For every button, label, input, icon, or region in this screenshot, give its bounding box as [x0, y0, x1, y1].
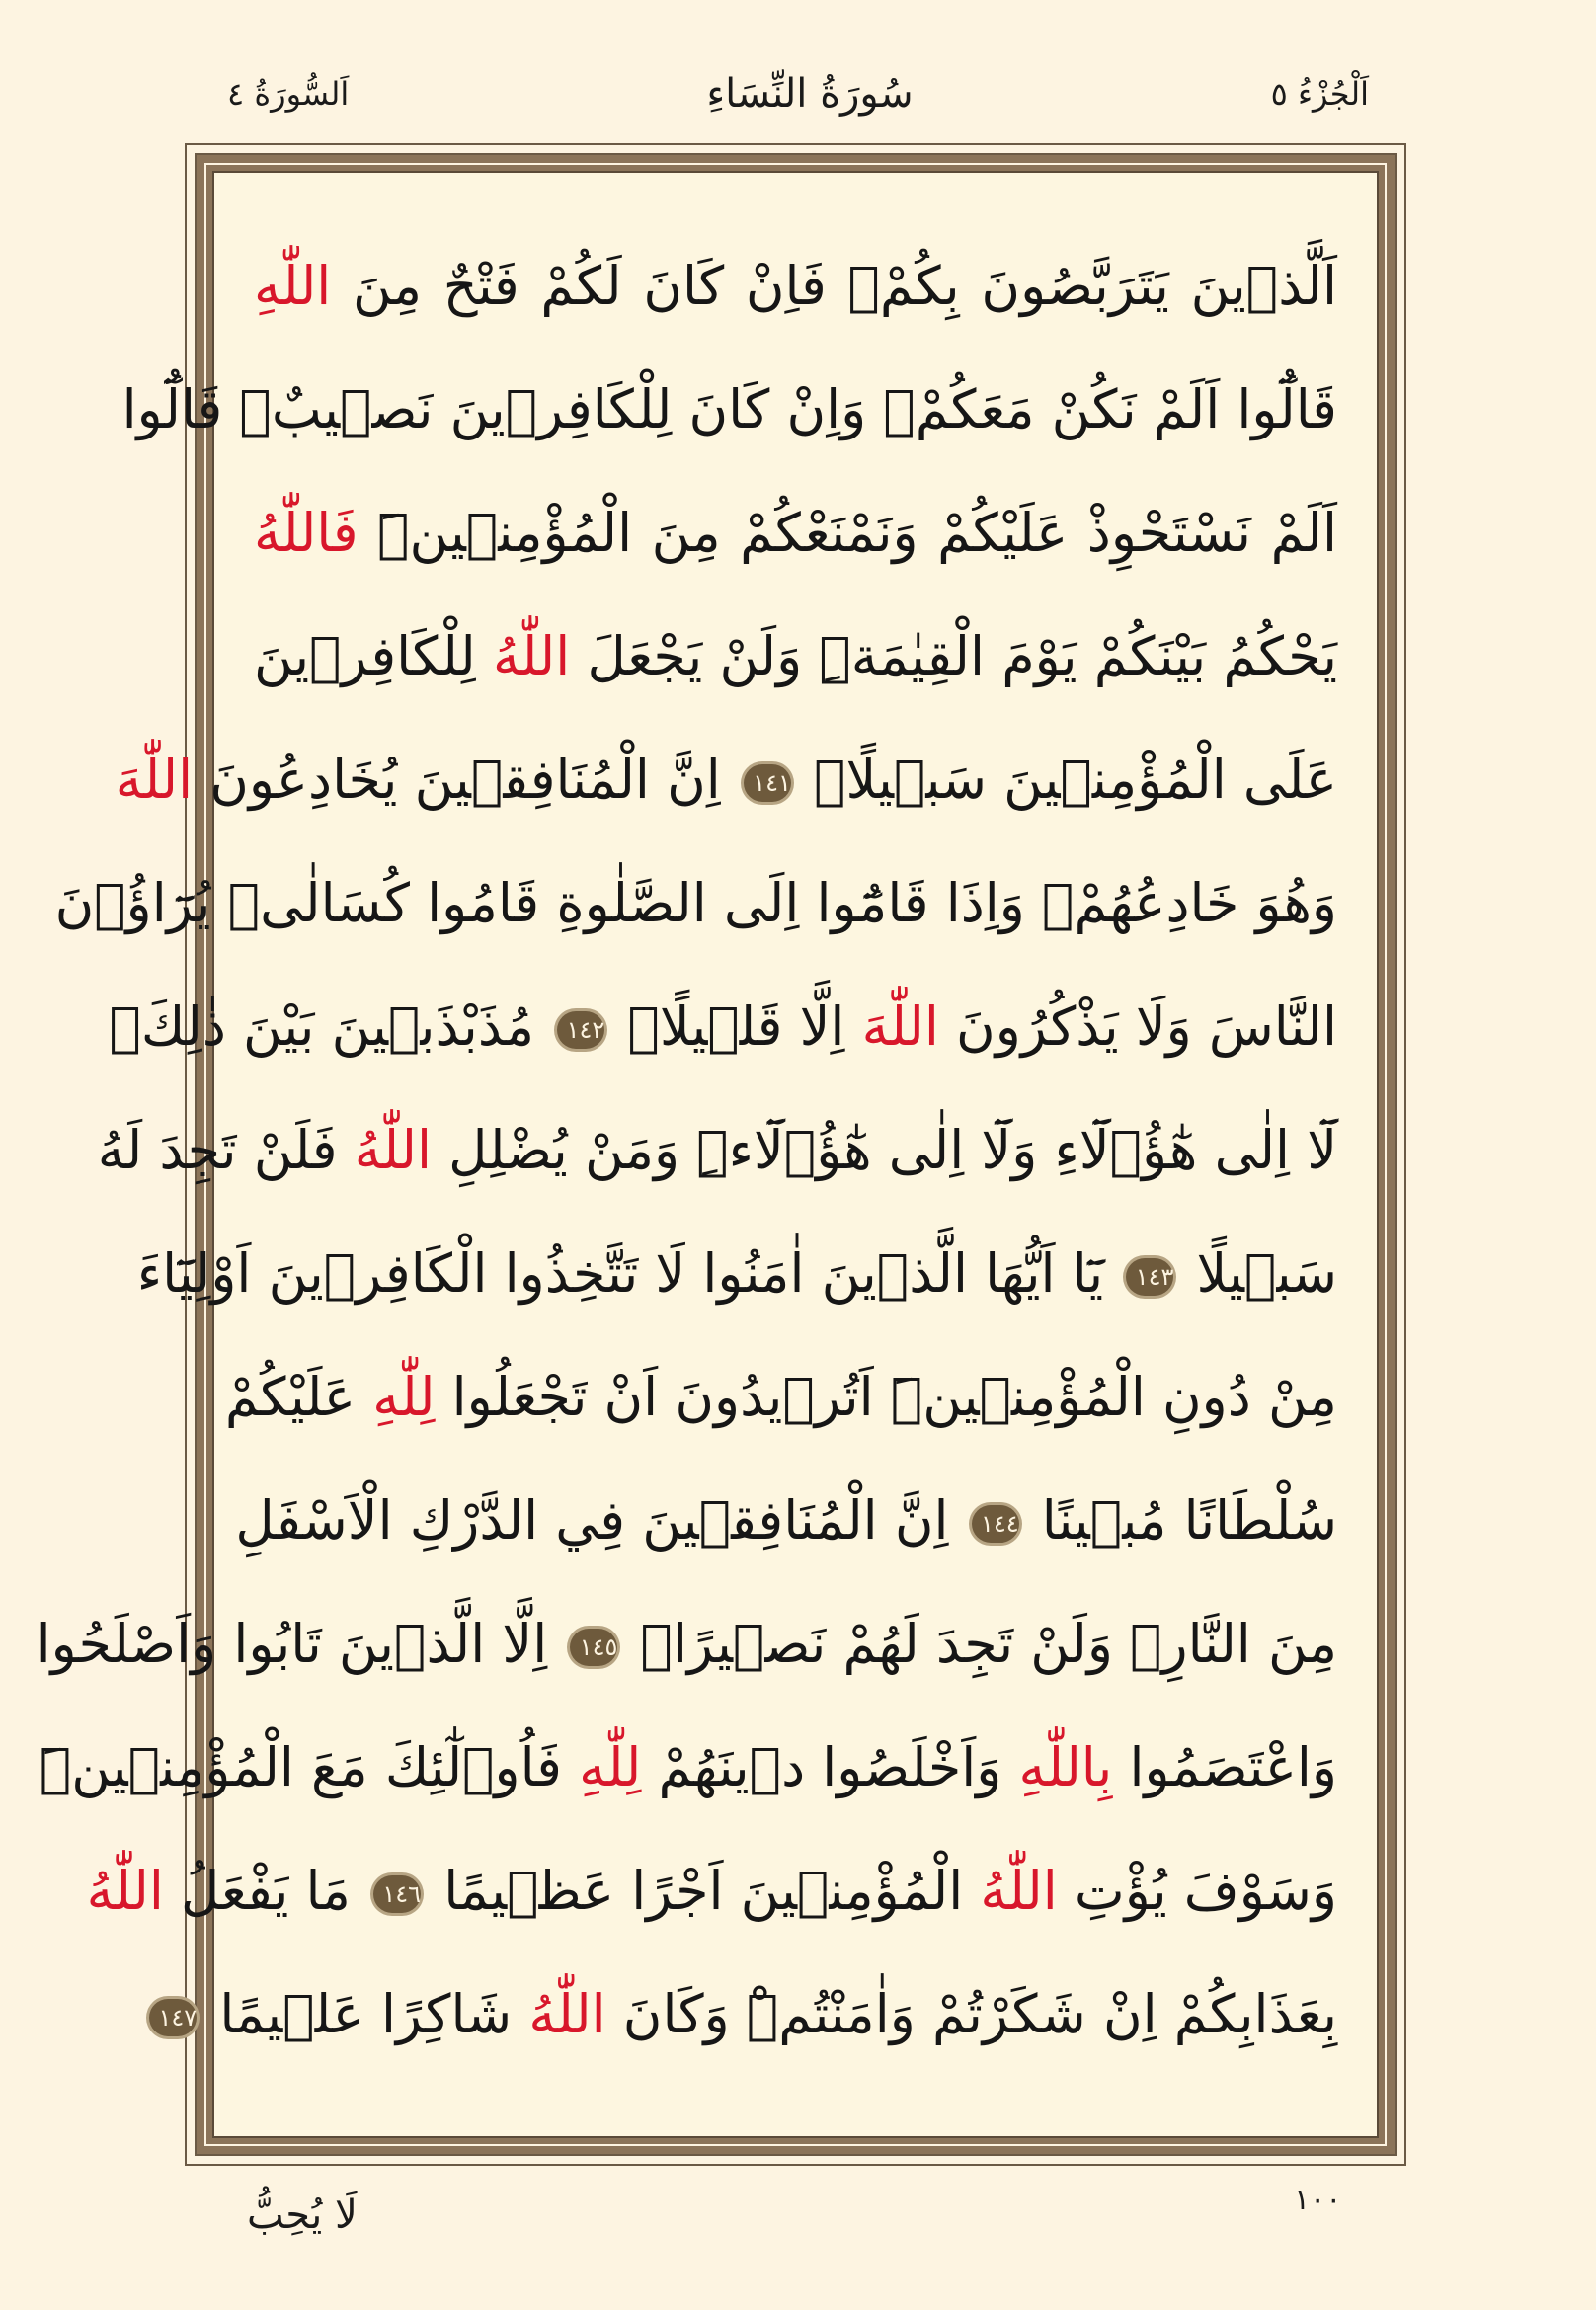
text-line [254, 595, 1337, 718]
text-area [36, 171, 1379, 2138]
text-line [36, 1582, 1337, 1706]
verse-text: مَا يَفْعَلُ [163, 1860, 368, 1922]
ayah-number-marker: ١٤٤ [972, 1505, 1019, 1543]
ayah-number-marker: ١٤٦ [373, 1875, 421, 1913]
verse-text: مِنَ النَّارِۚ وَلَنْ تَجِدَ لَهُمْ نَص۪يرًاۙ [623, 1613, 1337, 1675]
verse-text: اِنَّ الْمُنَافِق۪ينَ فِي الدَّرْكِ الْاَسْفَلِ [235, 1489, 966, 1552]
verse-text: اِنَّ الْمُنَافِق۪ينَ يُخَادِعُونَ [193, 749, 738, 811]
verse-text: سُلْطَانًا مُب۪ينًا [1024, 1489, 1337, 1552]
divine-name: فَاللّٰهُ [254, 502, 359, 564]
divine-name: اللّٰهُ [980, 1860, 1058, 1922]
ayah-number-marker: ١٤٣ [1126, 1258, 1173, 1296]
verse-text: وَهُوَ خَادِعُهُمْۚ وَاِذَا قَامُٓوا اِلَى الصَّلٰوةِ قَامُوا كُسَالٰىۙ يُرَٓاؤُ۫نَ [54, 872, 1337, 934]
verse-text: عَلَى الْمُؤْمِن۪ينَ سَب۪يلًاࣖ [796, 749, 1337, 811]
juz-label: اَلْجُزْءُ ٥ [1270, 75, 1369, 113]
text-line [121, 348, 1337, 471]
text-line [97, 1088, 1337, 1212]
verse-text: قَالُٓوا اَلَمْ نَكُنْ مَعَكُمْۘ وَاِنْ كَانَ لِلْكَافِر۪ينَ نَص۪يبٌۙ قَالُٓوا [121, 378, 1337, 440]
text-line [39, 1706, 1337, 1829]
ayah-number-marker: ١٤٥ [570, 1629, 617, 1666]
verse-text: الْمُؤْمِن۪ينَ اَجْرًا عَظ۪يمًا [427, 1860, 981, 1922]
verse-text: وَاَخْلَصُوا د۪ينَهُمْ [641, 1736, 1019, 1798]
divine-name: لِلّٰهِ [372, 1366, 436, 1428]
verse-text: يَحْكُمُ بَيْنَكُمْ يَوْمَ الْقِيٰمَةِۜ وَلَنْ يَجْعَلَ [570, 625, 1337, 687]
ayah-number-marker: ١٤٧ [149, 1999, 197, 2036]
divine-name: اللّٰهِ [254, 255, 332, 317]
sura-title: سُورَةُ النِّسَاءِ [706, 71, 914, 117]
ayah-number-marker: ١٤٢ [557, 1011, 604, 1049]
verse-text: مُذَبْذَب۪ينَ بَيْنَ ذٰلِكَۗ [109, 996, 552, 1058]
sura-number-label: اَلسُّورَةُ ٤ [227, 75, 350, 113]
verse-text: فَاُو۬لٰٓئِكَ مَعَ الْمُؤْمِن۪ينَۜ [39, 1736, 580, 1798]
text-line [254, 224, 1337, 348]
divine-name: بِاللّٰهِ [1018, 1736, 1113, 1798]
verse-text: عَلَيْكُمْ [224, 1366, 373, 1428]
divine-name: اللّٰهُ [354, 1119, 432, 1181]
verse-text: اَلَّذ۪ينَ يَتَرَبَّصُونَ بِكُمْۚ فَاِنْ كَانَ لَكُمْ فَتْحٌ مِنَ [331, 255, 1337, 317]
text-line [158, 1952, 1337, 2076]
verse-text: اَلَمْ نَسْتَحْوِذْ عَلَيْكُمْ وَنَمْنَعْكُمْ مِنَ الْمُؤْمِن۪ينَۜ [358, 502, 1337, 564]
text-line [136, 1212, 1337, 1335]
divine-name: اللّٰهُ [528, 1983, 606, 2045]
quran-text [36, 224, 1337, 2076]
catchword: لَا يُحِبُّ [247, 2192, 358, 2238]
page-number: ١٠٠ [1294, 2183, 1342, 2217]
verse-text: يَٓا اَيُّهَا الَّذ۪ينَ اٰمَنُوا لَا تَتَّخِذُوا الْكَافِر۪ينَ اَوْلِيَٓاءَ [136, 1242, 1121, 1305]
text-line [86, 1829, 1337, 1952]
divine-name: اللّٰهَ [115, 749, 194, 811]
page-header [227, 59, 1369, 128]
verse-text: مِنْ دُونِ الْمُؤْمِن۪ينَۜ اَتُر۪يدُونَ اَنْ تَجْعَلُوا [435, 1366, 1337, 1428]
verse-text: لِلْكَافِر۪ينَ [254, 625, 493, 687]
text-line [254, 471, 1337, 595]
verse-text: بِعَذَابِكُمْ اِنْ شَكَرْتُمْ وَاٰمَنْتُمْۜ وَكَانَ [605, 1983, 1337, 2045]
verse-text: فَلَنْ تَجِدَ لَهُ [97, 1119, 355, 1181]
verse-text: النَّاسَ وَلَا يَذْكُرُونَ [938, 996, 1337, 1058]
divine-name: اللّٰهُ [86, 1860, 164, 1922]
verse-text: وَسَوْفَ يُؤْتِ [1057, 1860, 1337, 1922]
verse-text: وَاعْتَصَمُوا [1112, 1736, 1337, 1798]
verse-text: اِلَّا الَّذ۪ينَ تَابُوا وَاَصْلَحُوا [36, 1613, 565, 1675]
ayah-number-marker: ١٤١ [744, 764, 791, 802]
verse-text: اِلَّا قَل۪يلًاۘ [610, 996, 862, 1058]
verse-text: سَب۪يلًا [1179, 1242, 1337, 1305]
text-line [54, 841, 1337, 965]
divine-name: لِلّٰهِ [579, 1736, 642, 1798]
page-frame [36, 143, 1406, 2166]
text-line [224, 1335, 1337, 1459]
text-line [235, 1459, 1337, 1582]
verse-text: لَٓا اِلٰى هٰٓؤُ۬لَٓاءِ وَلَٓا اِلٰى هٰٓؤُ۬لَٓاءِۜ وَمَنْ يُضْلِلِ [432, 1119, 1337, 1181]
verse-text: شَاكِرًا عَل۪يمًا [202, 1983, 529, 2045]
text-line [115, 718, 1337, 841]
divine-name: اللّٰهَ [861, 996, 939, 1058]
divine-name: اللّٰهُ [492, 625, 571, 687]
text-line [109, 965, 1337, 1088]
